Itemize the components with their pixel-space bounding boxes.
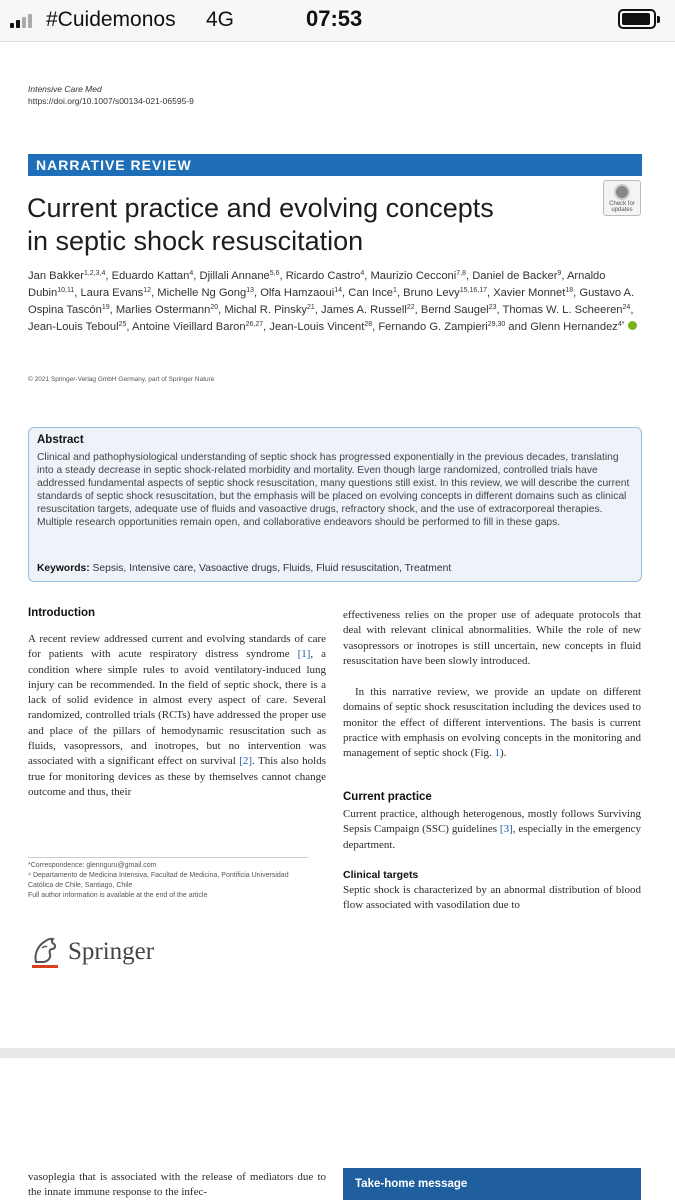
check-label-2: updates (611, 207, 633, 213)
author-affiliation: 1,2,3,4 (83, 270, 106, 277)
intro-text-1: A recent review addressed current and evolving standards of care for patients with acute respiratory distress syndrome (28, 633, 326, 661)
title-line-2: in septic shock resuscitation (27, 226, 364, 256)
author-affiliation: 23 (488, 303, 497, 311)
author-name[interactable]: Arnaldo Dubin (28, 270, 606, 299)
author-name[interactable]: Daniel de Backer (472, 270, 558, 282)
carrier-name: #Cuidemonos (46, 8, 176, 31)
author-name[interactable]: Xavier Monnet (493, 286, 566, 299)
orcid-icon[interactable] (628, 321, 637, 330)
keywords-label: Keywords: (37, 563, 90, 574)
author-affiliation: 7,8 (456, 270, 466, 277)
author-affiliation: 24 (622, 303, 631, 311)
review-text-1: In this narrative review, we provide an update on different domains of septic shock resuscitation including the devices used to monitor the effect of different interventions. The basis is current practice with emphasis on evolving concepts in the monitoring and management of septic shock (Fig. (343, 686, 641, 760)
author-name[interactable]: Fernando G. Zampieri (378, 320, 488, 333)
author-list: Jan Bakker$^{1,2,3,4}$, Eduardo Kattan$^4$, Djillali Annane$^{5,6}$, Ricardo Castro$^4$, Maurizio Cecconi$^{7,8}$, Daniel de Backer$^9$, Arnaldo Dubin$^{10,11}$, Laura Evans$^{12}$, Michelle Ng Gong$^{13}$, Olfa Hamzaoui$^{14}$, Can Ince$^1$, Bruno Levy$^{15,16,17}$, Xavier Monnet$^{18}$, Gustavo A. Ospina Tascón$^{19}$, Marlies Ostermann$^{20}$, Michal R. Pinsky$^{21}$, James A. Russell$^{22}$, Bernd Saugel$^{23}$, Thomas W. L. Scheeren$^{24}$, Jean-Louis Teboul$^{25}$, Antoine Vieillard Baron$^{26,27}$, Jean-Louis Vincent$^{28}$, Fernando G. Zampieri$^{29,30}$ and Glenn Hernandez$^{4*}$ (28, 268, 642, 336)
right-column-paragraph-1: effectiveness relies on the proper use of adequate protocols that deal with relevant clinical abnormalities. While the role of new vasopressors or inotropes is still uncertain, new concepts in fluid resuscitation have been slowly introduced. (343, 609, 641, 667)
reference-link[interactable]: [1] (297, 648, 311, 661)
intro-text-2: , a condition where simple rules to avoid ventilatory-induced lung injury can be recommended. In the field of septic shock, there is a lack of solid evidence in almost every aspect of care. Several randomized, controlled trials (RCTs) have addressed the proper use and place of the pillars of hemodynamic resuscitation such as fluids, vasopressors, and inotropes, but no intervention was associated with a significant effect on survival (28, 648, 326, 768)
figure-link[interactable]: 1 (494, 747, 501, 760)
check-for-updates-badge[interactable] (603, 180, 641, 216)
current-practice-heading: Current practice (343, 791, 432, 803)
cp-text-1: Current practice, although heterogenous, mostly follows Surviving Sepsis Campaign (SSC) guidelines (343, 808, 641, 836)
author-affiliation: 26,27 (245, 320, 264, 328)
author-name[interactable]: Bruno Levy (403, 286, 460, 299)
author-name[interactable]: Olfa Hamzaoui (260, 286, 335, 299)
keywords-list: Sepsis, Intensive care, Vasoactive drugs, Fluids, Fluid resuscitation, Treatment (92, 563, 452, 574)
author-affiliation: 29,30 (487, 320, 506, 328)
author-name[interactable]: Can Ince (348, 286, 394, 299)
doi-link[interactable]: https://doi.org/10.1007/s00134-021-06595-9 (28, 96, 194, 106)
pdf-page-1[interactable] (0, 42, 675, 1048)
author-name[interactable]: Marlies Ostermann (115, 303, 211, 316)
springer-logo (28, 932, 228, 972)
author-name[interactable]: Maurizio Cecconi (370, 270, 457, 282)
author-name[interactable]: Glenn Hernandez (530, 320, 618, 333)
author-name[interactable]: Jean-Louis Teboul (28, 320, 119, 333)
author-name[interactable]: Jan Bakker (28, 270, 84, 282)
status-bar (0, 0, 675, 42)
author-affiliation: 1 (393, 286, 397, 294)
section-label: NARRATIVE REVIEW (36, 157, 192, 173)
author-name[interactable]: Djillali Annane (199, 270, 270, 282)
author-affiliation: 21 (307, 303, 315, 311)
reference-link[interactable]: [3] (499, 823, 513, 836)
author-affiliation: 9 (557, 270, 562, 277)
author-name[interactable]: Gustavo A. Ospina Tascón (28, 286, 635, 316)
author-affiliation: 19 (101, 303, 110, 311)
signal-strength-icon (10, 14, 32, 28)
author-affiliation: 10,11 (57, 286, 75, 294)
springer-horse-icon (28, 932, 62, 972)
author-affiliation: 4 (360, 270, 365, 277)
abstract-text: Clinical and pathophysiological understanding of septic shock has progressed exponentially in the previous decades, translating into a steady decrease in septic shock-related morbidity and mortality. Even though large randomized, controlled trials have addressed fundamental aspects of septic shock resuscitation, many questions still exist. In this review, we will describe the current standards of septic shock resuscitation, but the emphasis will be placed on evolving concepts in different domains such as clinical resuscitation targets, adequate use of fluids and vasoactive drugs, refractory shock, and the use of extracorporeal therapies. Multiple research opportunities remain open, and collaborative endeavors should be performed to fill in these gaps. (37, 452, 630, 528)
author-affiliation: 4 (189, 270, 194, 277)
title-line-1: Current practice and evolving concepts (27, 193, 494, 223)
author-affiliation: 22 (406, 303, 415, 311)
author-affiliation: 20 (210, 303, 219, 311)
review-text-2: ). (500, 747, 507, 760)
author-name[interactable]: Michelle Ng Gong (157, 286, 247, 299)
introduction-paragraph (28, 632, 326, 800)
keywords (37, 563, 451, 574)
author-affiliation: 28 (364, 320, 373, 328)
update-check-icon (614, 184, 630, 200)
abstract-heading: Abstract (37, 434, 84, 446)
correspondence: *Correspondence: glennguru@gmail.com (28, 862, 157, 869)
author-name[interactable]: Ricardo Castro (285, 270, 361, 282)
intro-text-3: . This also holds true for monitoring devices as these by themselves cannot change outcome and thus, their (28, 755, 327, 798)
introduction-heading: Introduction (28, 607, 96, 619)
clinical-targets-heading: Clinical targets (343, 869, 419, 881)
author-info-note: Full author information is available at the end of the article (28, 892, 208, 899)
page-separator (0, 1048, 675, 1058)
author-name[interactable]: Eduardo Kattan (111, 270, 190, 282)
status-time: 07:53 (306, 6, 363, 31)
author-affiliation: 25 (118, 320, 127, 328)
take-home-box (343, 1168, 641, 1200)
author-affiliation: 14 (334, 286, 343, 294)
check-label-1: Check for (609, 201, 635, 207)
right-column-paragraph-2 (343, 685, 641, 761)
author-affiliation: 15,16,17 (459, 286, 487, 294)
section-banner (28, 154, 642, 176)
author-affiliation: 13 (246, 286, 255, 294)
cp-text-2: , especially in the emergency department. (343, 823, 641, 851)
network-type: 4G (206, 8, 235, 31)
article-title (27, 192, 587, 258)
author-name[interactable]: Thomas W. L. Scheeren (502, 303, 623, 316)
pdf-page-2[interactable] (0, 1058, 675, 1200)
author-affiliation: 18 (565, 286, 574, 294)
author-name[interactable]: Laura Evans (80, 286, 144, 299)
journal-name: Intensive Care Med (28, 84, 102, 94)
abstract-box (28, 427, 642, 582)
author-name[interactable]: Bernd Saugel (420, 303, 489, 316)
author-affiliation: 12 (143, 286, 152, 294)
author-name[interactable]: Michal R. Pinsky (224, 303, 308, 316)
authors-and: and (508, 320, 528, 333)
clinical-targets-paragraph: Septic shock is characterized by an abnormal distribution of blood flow associated with vasodilation due to (343, 884, 641, 912)
author-affiliation: 5,6 (269, 270, 280, 277)
author-affiliation: 4* (617, 320, 625, 328)
current-practice-paragraph (343, 807, 641, 853)
author-name[interactable]: Jean-Louis Vincent (269, 320, 365, 333)
publisher-name: Springer (68, 938, 155, 965)
reference-link[interactable]: [2] (239, 755, 253, 768)
affiliation: ⁴ Departamento de Medicina Intensiva, Facultad de Medicina, Pontificia Universidad Católica de Chile, Santiago, Chile (28, 872, 289, 889)
author-name[interactable]: James A. Russell (321, 303, 407, 316)
footnotes (28, 857, 308, 901)
copyright-notice: © 2021 Springer-Verlag GmbH Germany, part of Springer Nature (28, 376, 215, 383)
battery-icon (618, 9, 656, 29)
page2-paragraph: vasoplegia that is associated with the release of mediators due to the innate immune response to the infec- (28, 1171, 326, 1199)
author-name[interactable]: Antoine Vieillard Baron (132, 320, 246, 333)
take-home-heading: Take-home message (355, 1178, 468, 1190)
